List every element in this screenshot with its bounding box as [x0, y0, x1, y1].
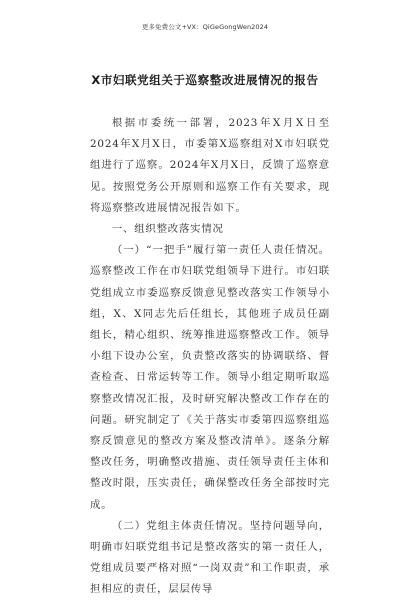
- body-paragraph: （一）“一把手”履行第一责任人责任情况。巡察整改工作在市妇联党组领导下进行。市妇联党组成立市委巡察反馈意见整改落实工作领导小组，X、X同志先后任组长，其他班子成员任副组长，精心组织、统筹推进巡察整改工作。领导小组下设办公室，负责整改落实的协调联络、督查检查、日常运转等工作。领导小组定期听取巡察整改情况汇报，及时研究解决整改工作存在的问题。研究制定了《关于落实市委第四巡察组巡察反馈意见的整改方案及整改清单》。逐条分解整改任务，明确整改措施、责任领导责任主体和整改时限，压实责任，确保整改任务全部按时完成。: [90, 244, 330, 511]
- section-heading: 一、组织整改落实情况: [111, 223, 224, 236]
- document-title: X市妇联党组关于巡察整改进展情况的报告: [91, 73, 319, 87]
- document-body: [90, 113, 330, 601]
- body-paragraph: （二）党组主体责任情况。坚持问题导向，明确市妇联党组书记是整改落实的第一责任人，党组成员要严格对照“一岗双责”和工作职责，承担相应的责任，层层传导: [90, 519, 330, 596]
- intro-paragraph: 根据市委统一部署，2023年X月X日至2024年X月X日，市委第X巡察组对X市妇联党组进行了巡察。2024年X月X日，反馈了巡察意见。按照党务公开原则和巡察工作有关要求，现将巡察整改进展情况报告如下。: [90, 117, 330, 214]
- header-note: 更多免费公文+VX：QiGeGongWen2024: [141, 23, 269, 31]
